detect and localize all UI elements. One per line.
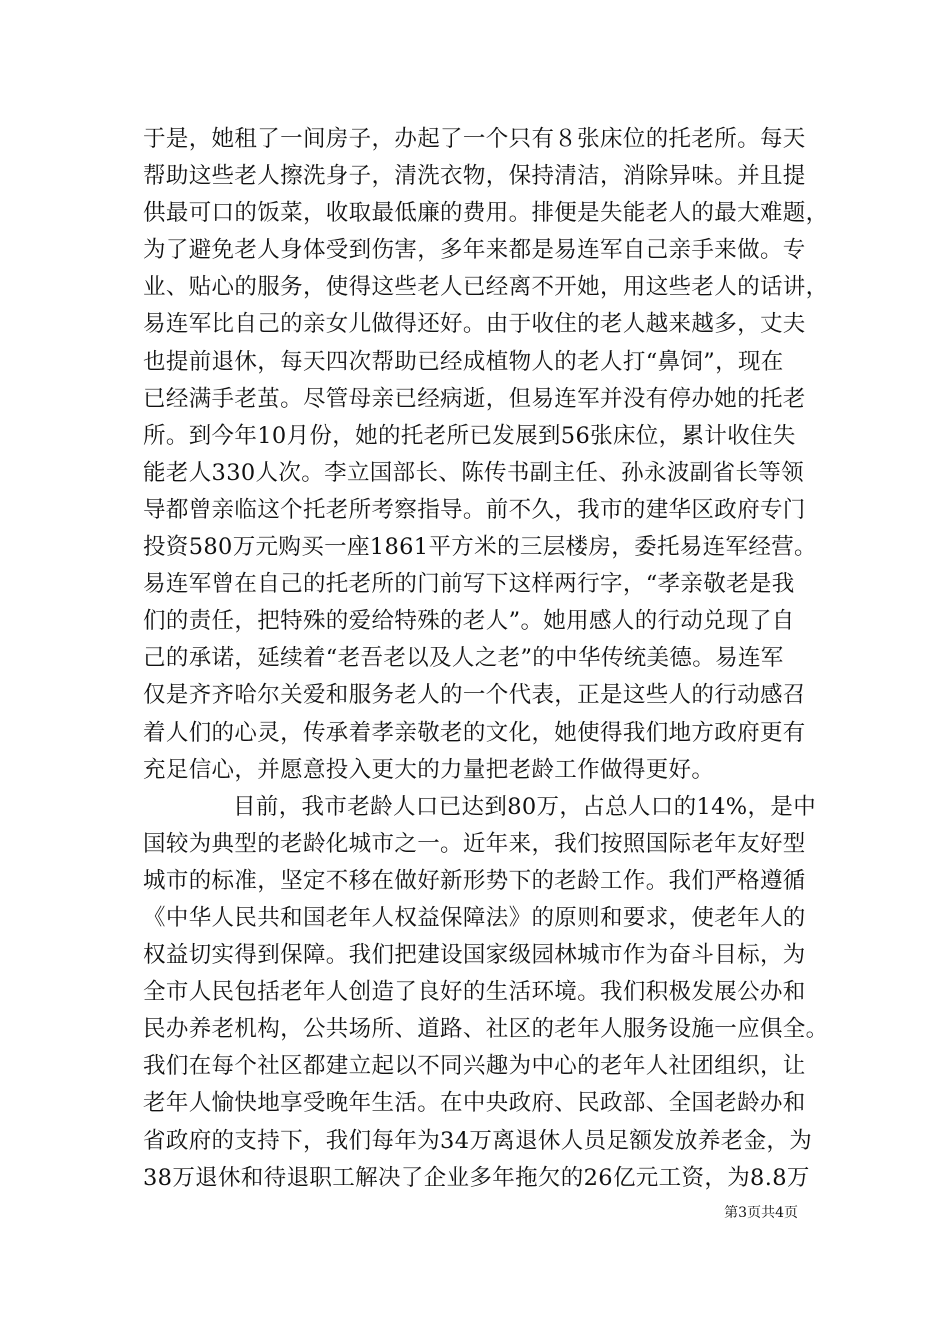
text-line: 投资580万元购买一座1861平方米的三层楼房，委托易连军经营。 bbox=[143, 534, 817, 561]
text-line: 《中华人民共和国老年人权益保障法》的原则和要求，使老年人的 bbox=[143, 904, 806, 931]
text-line: 着人们的心灵，传承着孝亲敬老的文化，她使得我们地方政府更有 bbox=[143, 719, 806, 746]
text-line: 充足信心，并愿意投入更大的力量把老龄工作做得更好。 bbox=[143, 756, 715, 783]
text-line: 省政府的支持下，我们每年为34万离退休人员足额发放养老金，为 bbox=[143, 1127, 813, 1154]
text-line: 我们在每个社区都建立起以不同兴趣为中心的老年人社团组织，让 bbox=[143, 1053, 806, 1080]
text-line: 帮助这些老人擦洗身子，清洗衣物，保持清洁，消除异味。并且提 bbox=[143, 163, 806, 190]
text-line: 仅是齐齐哈尔关爱和服务老人的一个代表，正是这些人的行动感召 bbox=[143, 682, 806, 709]
text-line: 国较为典型的老龄化城市之一。近年来，我们按照国际老年友好型 bbox=[143, 830, 806, 857]
text-line: 于是，她租了一间房子，办起了一个只有８张床位的托老所。每天 bbox=[143, 126, 806, 152]
paragraph-start-line: 目前，我市老龄人口已达到80万，占总人口的14%，是中 bbox=[233, 793, 817, 820]
text-line: 民办养老机构，公共场所、道路、社区的老年人服务设施一应俱全。 bbox=[143, 1016, 829, 1043]
body-text bbox=[143, 121, 829, 1197]
text-line: 城市的标准，坚定不移在做好新形势下的老龄工作。我们严格遵循 bbox=[143, 867, 806, 894]
text-line: 全市人民包括老年人创造了良好的生活环境。我们积极发展公办和 bbox=[143, 979, 806, 1006]
text-line: 导都曾亲临这个托老所考察指导。前不久，我市的建华区政府专门 bbox=[143, 496, 806, 523]
text-line: 易连军曾在自己的托老所的门前写下这样两行字，“孝亲敬老是我 bbox=[143, 571, 795, 598]
text-line: 能老人330人次。李立国部长、陈传书副主任、孙永波副省长等领 bbox=[143, 459, 804, 486]
text-line: 所。到今年10月份，她的托老所已发展到56张床位，累计收住失 bbox=[143, 422, 796, 449]
text-line: 供最可口的饭菜，收取最低廉的费用。排便是失能老人的最大难题， bbox=[143, 200, 829, 227]
text-line: 已经满手老茧。尽管母亲已经病逝，但易连军并没有停办她的托老 bbox=[143, 385, 806, 412]
text-line: 为了避免老人身体受到伤害，多年来都是易连军自己亲手来做。专 bbox=[143, 237, 806, 264]
text-line: 己的承诺，延续着“老吾老以及人之老”的中华传统美德。易连军 bbox=[143, 645, 784, 672]
text-line: 易连军比自己的亲女儿做得还好。由于收住的老人越来越多，丈夫 bbox=[143, 311, 806, 338]
text-line: 老年人愉快地享受晚年生活。在中央政府、民政部、全国老龄办和 bbox=[143, 1090, 806, 1117]
text-line: 们的责任，把特殊的爱给特殊的老人”。她用感人的行动兑现了自 bbox=[143, 608, 795, 635]
text-line: 也提前退休，每天四次帮助已经成植物人的老人打“鼻饲”，现在 bbox=[143, 348, 784, 375]
text-line: 权益切实得到保障。我们把建设国家级园林城市作为奋斗目标，为 bbox=[143, 942, 806, 969]
text-line: 业、贴心的服务，使得这些老人已经离不开她，用这些老人的话讲， bbox=[143, 274, 829, 301]
text-line: 38万退休和待退职工解决了企业多年拖欠的26亿元工资，为8.8万 bbox=[143, 1164, 810, 1191]
page-number: 第3页共4页 bbox=[724, 1205, 798, 1221]
